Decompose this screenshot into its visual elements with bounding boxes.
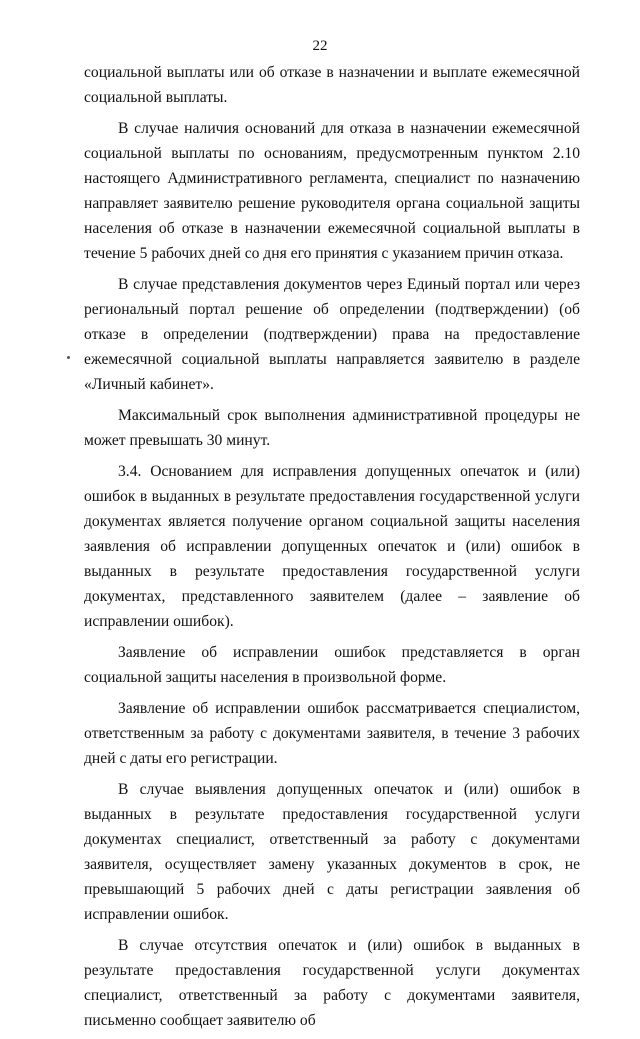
margin-mark <box>67 356 70 359</box>
paragraph: В случае отсутствия опечаток и (или) ошибок в выданных в результате предоставления государственной услуги документах специалист, ответственный за работу с документами заявителя, письменно сообщает заявителю об <box>84 937 580 1029</box>
paragraph: В случае наличия оснований для отказа в назначении ежемесячной социальной выплаты по основаниям, предусмотренным пунктом 2.10 настоящего Административного регламента, специалист по назначению направляет заявителю решение руководителя органа социальной защиты населения об отказе в назначении ежемесячной социальной выплаты в течение 5 рабочих дней со дня его принятия с указанием причин отказа. <box>84 120 580 262</box>
paragraph: В случае представления документов через Единый портал или через региональный портал решение об определении (подтверждении) (об отказе в определении (подтверждении) права на предоставление ежемесячной социальной выплаты направляется заявителю в разделе «Личный кабинет». <box>84 276 580 393</box>
paragraph: 3.4. Основанием для исправления допущенных опечаток и (или) ошибок в выданных в результате предоставления государственной услуги документах является получение органом социальной защиты населения заявления об исправлении допущенных опечаток и (или) ошибок в выданных в результате предоставления государственной услуги документах, представленного заявителем (далее – заявление об исправлении ошибок). <box>84 463 580 630</box>
paragraph: Заявление об исправлении ошибок представляется в орган социальной защиты населения в произвольной форме. <box>84 644 580 686</box>
paragraph: Заявление об исправлении ошибок рассматривается специалистом, ответственным за работу с документами заявителя, в течение 3 рабочих дней с даты его регистрации. <box>84 700 580 767</box>
paragraph: В случае выявления допущенных опечаток и (или) ошибок в выданных в результате предоставления государственной услуги документах специалист, ответственный за работу с документами заявителя, осуществляет замену указанных документов в срок, не превышающий 5 рабочих дней с даты регистрации заявления об исправлении ошибок. <box>84 781 580 923</box>
paragraph: социальной выплаты или об отказе в назначении и выплате ежемесячной социальной выплаты. <box>84 64 580 106</box>
paragraph: Максимальный срок выполнения административной процедуры не может превышать 30 минут. <box>84 407 580 449</box>
body-text <box>84 60 580 1039</box>
page-number: 22 <box>312 38 328 54</box>
